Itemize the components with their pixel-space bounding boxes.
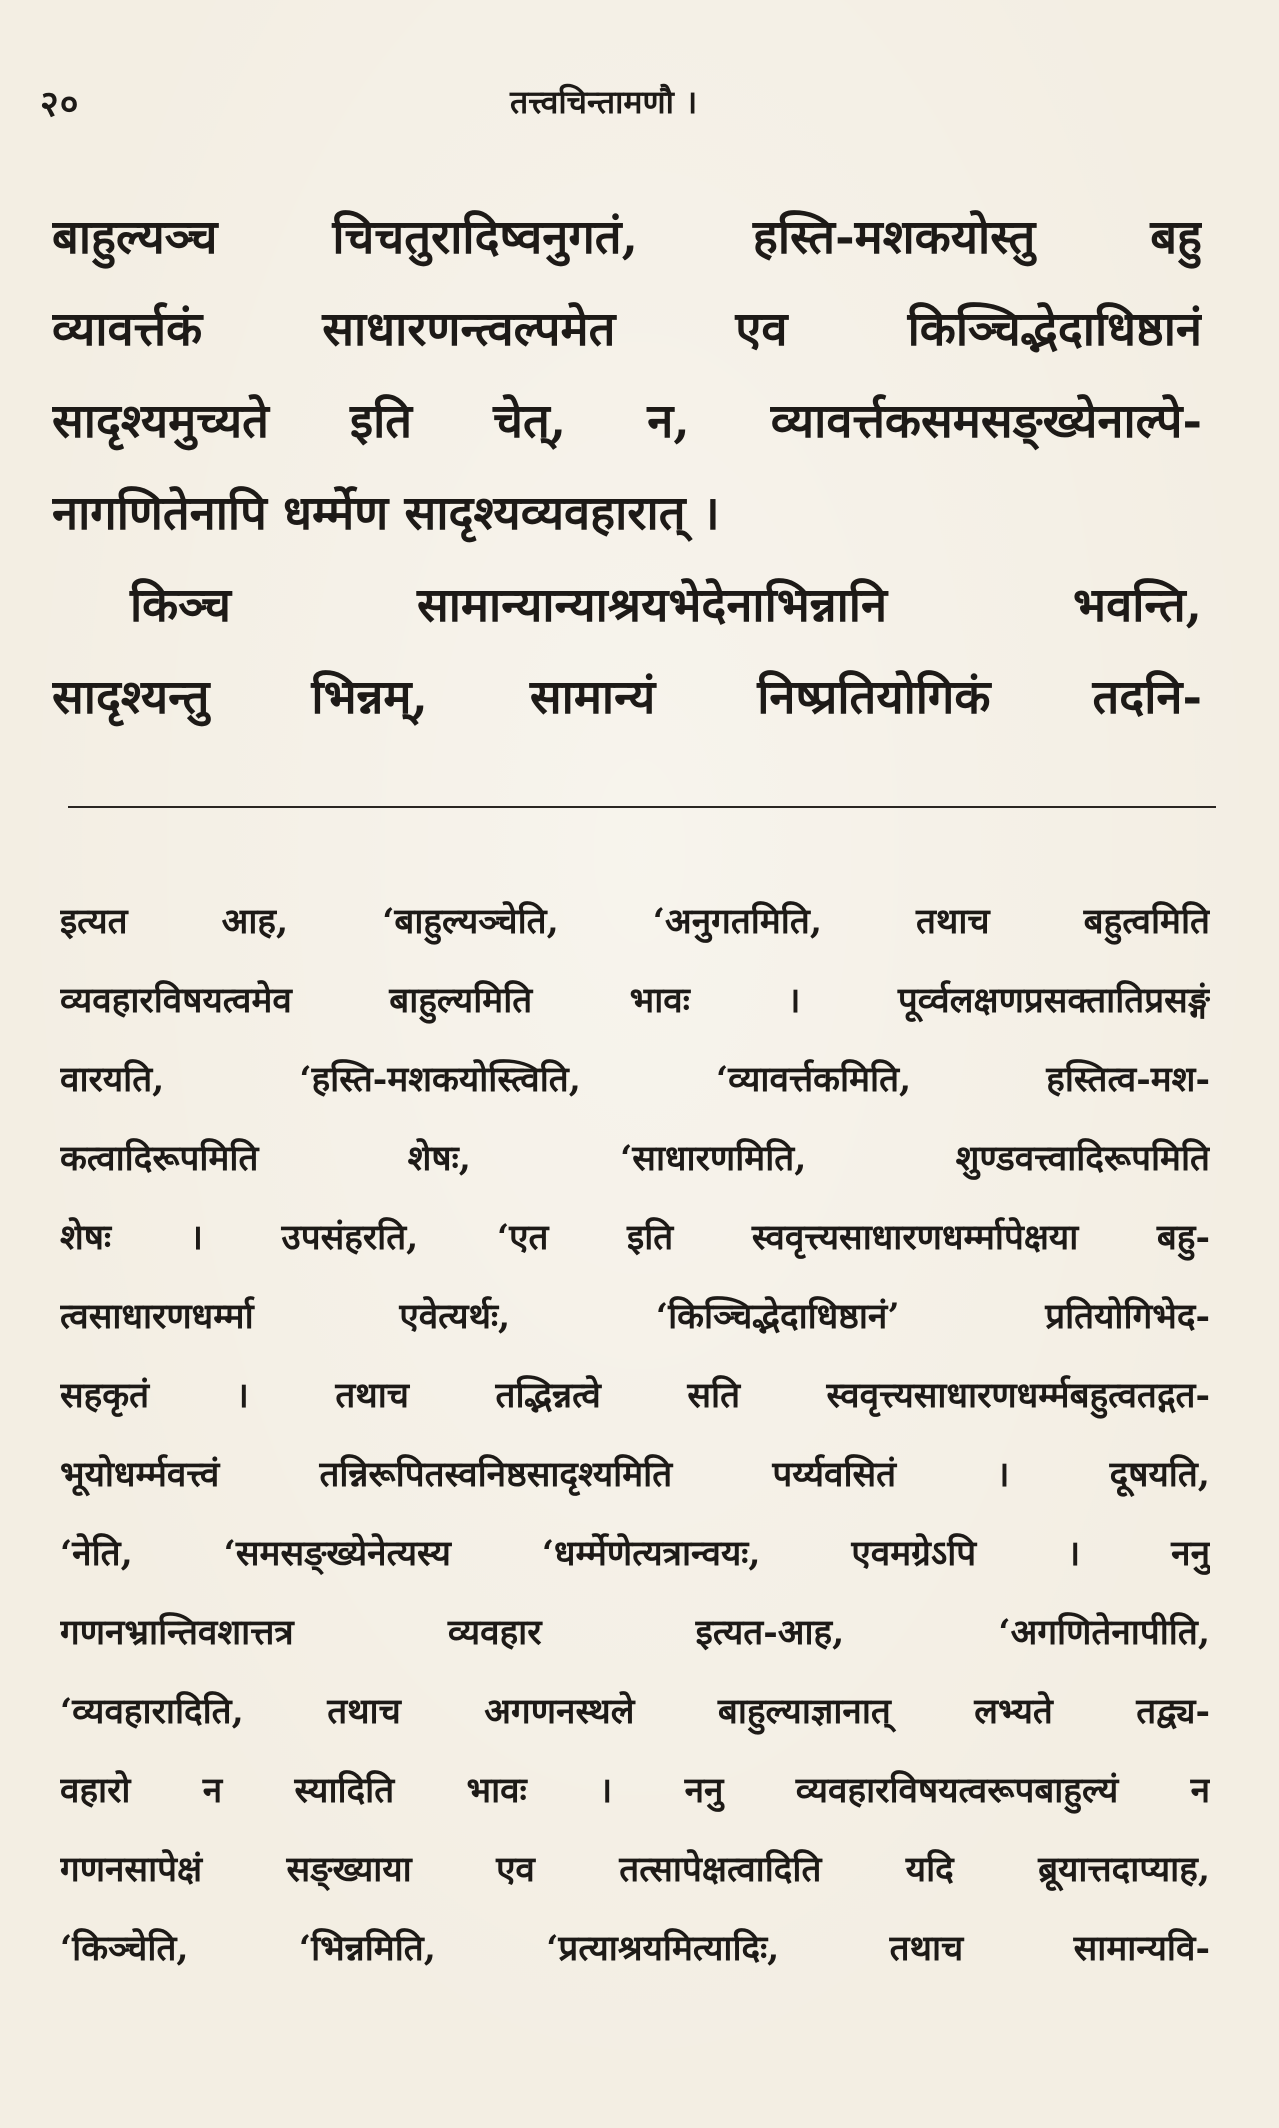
main-text-line: बाहुल्यञ्च चिचतुरादिष्वनुगतं, हस्ति-मशकयोस्तु बहु: [52, 210, 1202, 265]
commentary-line: शेषः । उपसंहरति, ‘एत इति स्ववृत्त्यसाधारणधर्म्मापेक्षया बहु-: [60, 1217, 1210, 1258]
commentary-line: भूयोधर्म्मवत्त्वं तन्निरूपितस्वनिष्ठसादृश्यमिति पर्य्यवसितं । दूषयति,: [60, 1454, 1210, 1495]
section-divider: [68, 806, 1216, 808]
commentary-line: वारयति, ‘हस्ति-मशकयोस्त्विति, ‘व्यावर्त्तकमिति, हस्तित्व-मश-: [60, 1059, 1210, 1100]
commentary-line: त्वसाधारणधर्म्मा एवेत्यर्थः, ‘किञ्चिद्भेदाधिष्ठानं’ प्रतियोगिभेद-: [60, 1296, 1210, 1337]
commentary-block: [60, 882, 1210, 1988]
main-text-line: सादृश्यन्तु भिन्नम्, सामान्यं निष्प्रतियोगिकं तदनि-: [52, 670, 1202, 725]
main-text-line: व्यावर्त्तकं साधारणन्त्वल्पमेत एव किञ्चिद्भेदाधिष्ठानं: [52, 302, 1202, 357]
commentary-line: सहकृतं । तथाच तद्भिन्नत्वे सति स्ववृत्त्यसाधारणधर्म्मबहुत्वतद्गत-: [60, 1375, 1210, 1416]
commentary-line: ‘व्यवहारादिति, तथाच अगणनस्थले बाहुल्याज्ञानात् लभ्यते तद्व्य-: [60, 1691, 1210, 1732]
page-number: २०: [40, 83, 80, 125]
page-header: [40, 78, 1220, 128]
main-text-line: नागणितेनापि धर्म्मेण सादृश्यव्यवहारात् ।: [52, 486, 720, 541]
commentary-line: ‘किञ्चेति, ‘भिन्नमिति, ‘प्रत्याश्रयमित्यादिः, तथाच सामान्यवि-: [60, 1928, 1210, 1969]
commentary-line: गणनसापेक्षं सङ्ख्याया एव तत्सापेक्षत्वादिति यदि ब्रूयात्तदाप्याह,: [60, 1849, 1210, 1890]
main-text-block: [52, 192, 1202, 744]
main-text-line: किञ्च सामान्यान्याश्रयभेदेनाभिन्नानि भवन्ति,: [130, 578, 1202, 633]
commentary-line: वहारो न स्यादिति भावः । ननु व्यवहारविषयत्वरूपबाहुल्यं न: [60, 1770, 1210, 1811]
commentary-line: ‘नेति, ‘समसङ्ख्येनेत्यस्य ‘धर्म्मेणेत्यत्रान्वयः, एवमग्रेऽपि । ननु: [60, 1533, 1210, 1574]
commentary-line: कत्वादिरूपमिति शेषः, ‘साधारणमिति, शुण्डवत्त्वादिरूपमिति: [60, 1138, 1210, 1179]
commentary-line: गणनभ्रान्तिवशात्तत्र व्यवहार इत्यत-आह, ‘अगणितेनापीति,: [60, 1612, 1210, 1653]
commentary-line: इत्यत आह, ‘बाहुल्यञ्चेति, ‘अनुगतमिति, तथाच बहुत्वमिति: [60, 901, 1210, 942]
running-title: तत्त्वचिन्तामणौ ।: [510, 83, 698, 121]
commentary-line: व्यवहारविषयत्वमेव बाहुल्यमिति भावः । पूर्व्वलक्षणप्रसक्तातिप्रसङ्गं: [60, 980, 1210, 1021]
main-text-line: सादृश्यमुच्यते इति चेत्, न, व्यावर्त्तकसमसङ्ख्येनाल्पे-: [52, 394, 1202, 449]
